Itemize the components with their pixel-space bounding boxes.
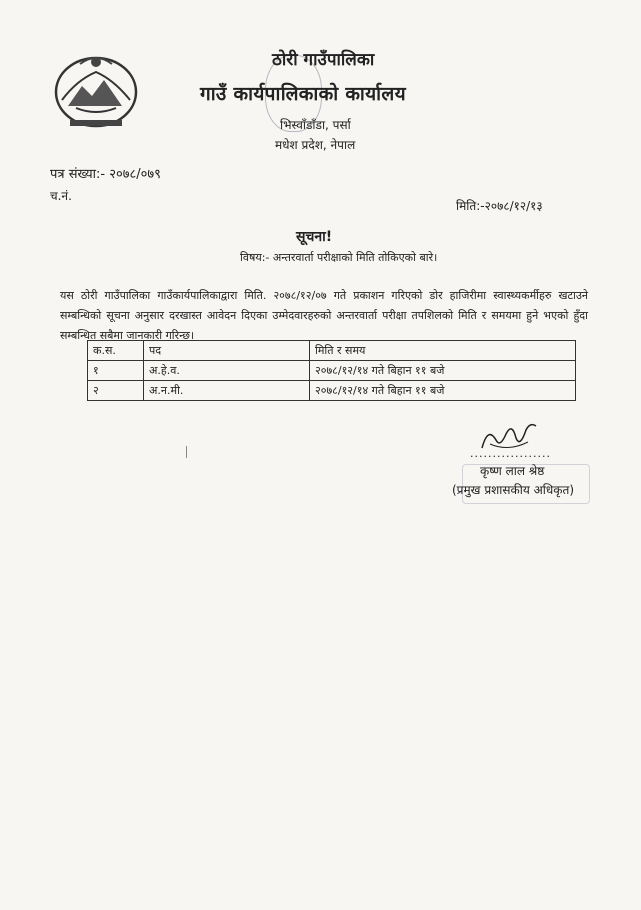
signer-name: कृष्ण लाल श्रेष्ठ (480, 464, 545, 478)
column-header-post: पद (144, 341, 310, 361)
table-row (88, 361, 576, 381)
org-name: ठोरी गाउँपालिका (272, 50, 375, 70)
row-serial: २ (88, 381, 144, 401)
office-province: मधेश प्रदेश, नेपाल (275, 138, 356, 152)
row-serial: १ (88, 361, 144, 381)
table-row (88, 381, 576, 401)
column-header-datetime: मिति र समय (310, 341, 576, 361)
notice-subject: विषय:- अन्तरवार्ता परीक्षाको मिति तोकिएको बारे। (240, 251, 438, 264)
office-name: गाउँ कार्यपालिकाको कार्यालय (200, 83, 406, 105)
signer-title: (प्रमुख प्रशासकीय अधिकृत) (452, 483, 575, 497)
row-datetime: २०७८/१२/१४ गते बिहान ११ बजे (310, 361, 576, 381)
notice-body: यस ठोरी गाउँपालिका गाउँकार्यपालिकाद्वारा मिति. २०७८/१२/०७ गते प्रकाशन गरिएको डोर हाजिरीमा स्वास्थ्यकर्मीहरु खटाउने सम्बन्धिको सूचना अनुसार दरखास्त आवेदन दिएका उम्मेदवारहरुको अन्तरवार्ता परीक्षा तपशिलको मिति र समयमा हुने भएको हुँदा सम्बन्धित सबैमा जानकारी गरिन्छ। (60, 289, 588, 342)
letter-date: मिति:-२०७८/१२/१३ (456, 199, 543, 213)
office-address: भिस्वाँडाँडा, पर्सा (280, 118, 351, 132)
row-post: अ.न.मी. (144, 381, 310, 401)
signature-line: .................. (470, 447, 551, 460)
column-header-serial: क.स. (88, 341, 144, 361)
dispatch-number: च.नं. (50, 189, 72, 203)
interview-schedule-table (87, 340, 576, 401)
nepal-emblem-icon (52, 50, 140, 130)
reference-number: पत्र संख्या:- २०७८/०७९ (50, 167, 161, 182)
row-post: अ.हे.व. (144, 361, 310, 381)
notice-title: सूचना! (296, 229, 333, 245)
row-datetime: २०७८/१२/१४ गते बिहान ११ बजे (310, 381, 576, 401)
scan-mark (186, 446, 187, 458)
table-header-row (88, 341, 576, 361)
